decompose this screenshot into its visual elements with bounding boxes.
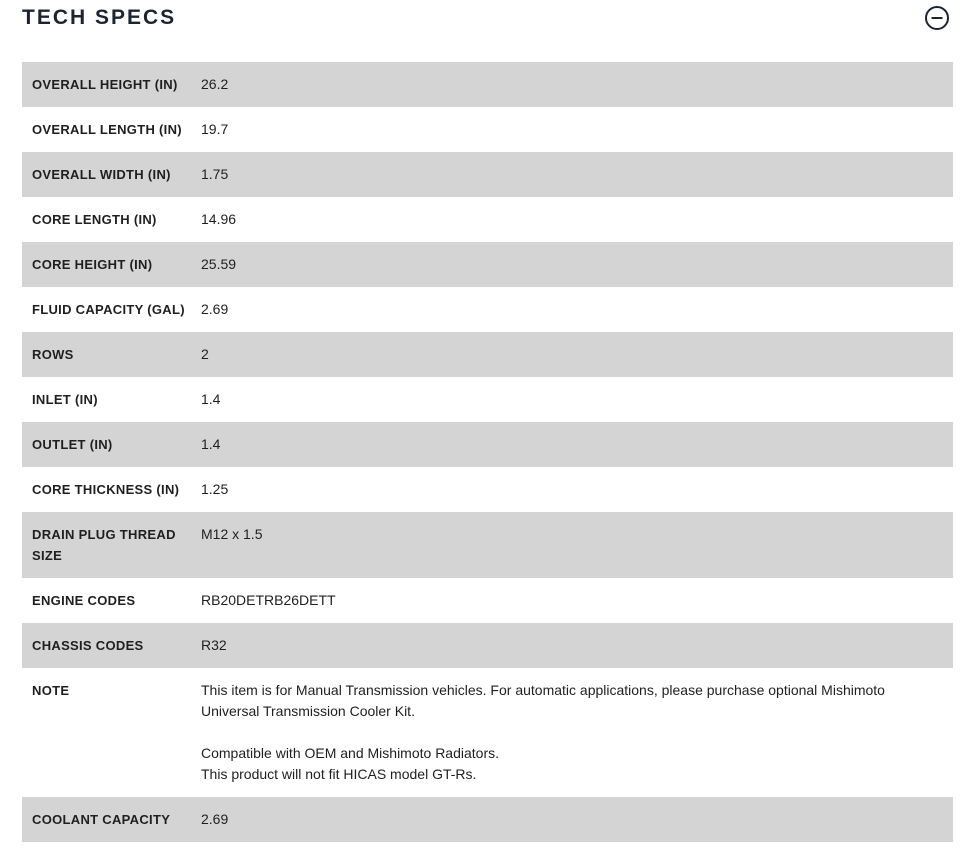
spec-value: 2.69: [201, 301, 229, 317]
spec-label: CORE THICKNESS (IN): [32, 482, 180, 497]
spec-label: OVERALL WIDTH (IN): [32, 167, 171, 182]
spec-label: DRAIN PLUG THREAD SIZE: [32, 527, 176, 563]
spec-label: COOLANT CAPACITY: [32, 812, 171, 827]
spec-value: RB20DETRB26DETT: [201, 592, 336, 608]
table-row: [22, 197, 953, 242]
spec-value: 2: [201, 346, 209, 362]
table-row: [22, 242, 953, 287]
table-row: [22, 107, 953, 152]
spec-label: NOTE: [32, 683, 70, 698]
spec-value: 1.4: [201, 391, 221, 407]
spec-table: [22, 62, 953, 842]
spec-label: OVERALL LENGTH (IN): [32, 122, 182, 137]
table-row: [22, 422, 953, 467]
table-row: [22, 668, 953, 797]
collapse-button[interactable]: [924, 5, 950, 31]
spec-value: 25.59: [201, 256, 237, 272]
spec-value: 1.25: [201, 481, 229, 497]
spec-label: ENGINE CODES: [32, 593, 136, 608]
spec-label: CORE HEIGHT (IN): [32, 257, 153, 272]
table-row: [22, 287, 953, 332]
spec-value: 19.7: [201, 121, 229, 137]
table-row: [22, 578, 953, 623]
section-title: TECH SPECS: [22, 6, 177, 29]
spec-label: CORE LENGTH (IN): [32, 212, 157, 227]
table-row: [22, 467, 953, 512]
table-row: [22, 62, 953, 107]
spec-label: INLET (IN): [32, 392, 98, 407]
minus-circle-icon: [924, 5, 950, 31]
table-row: [22, 797, 953, 842]
spec-label: CHASSIS CODES: [32, 638, 144, 653]
spec-value: This item is for Manual Transmission vehicles. For automatic applications, please purchase optional Mishimoto Universal Transmission Cooler Kit. Compatible with OEM and Mishimoto Radiators. This product will not fit HICAS model GT-Rs.: [201, 682, 885, 782]
table-row: [22, 332, 953, 377]
spec-value: 1.75: [201, 166, 229, 182]
spec-value: 26.2: [201, 76, 229, 92]
spec-value: 14.96: [201, 211, 237, 227]
spec-value: M12 x 1.5: [201, 526, 263, 542]
spec-label: OUTLET (IN): [32, 437, 113, 452]
spec-label: ROWS: [32, 347, 74, 362]
spec-label: FLUID CAPACITY (GAL): [32, 302, 185, 317]
table-row: [22, 377, 953, 422]
spec-value: 1.4: [201, 436, 221, 452]
section-header: [0, 0, 970, 31]
spec-label: OVERALL HEIGHT (IN): [32, 77, 178, 92]
table-row: [22, 152, 953, 197]
table-row: [22, 512, 953, 578]
table-row: [22, 623, 953, 668]
spec-value: R32: [201, 637, 227, 653]
spec-value: 2.69: [201, 811, 229, 827]
